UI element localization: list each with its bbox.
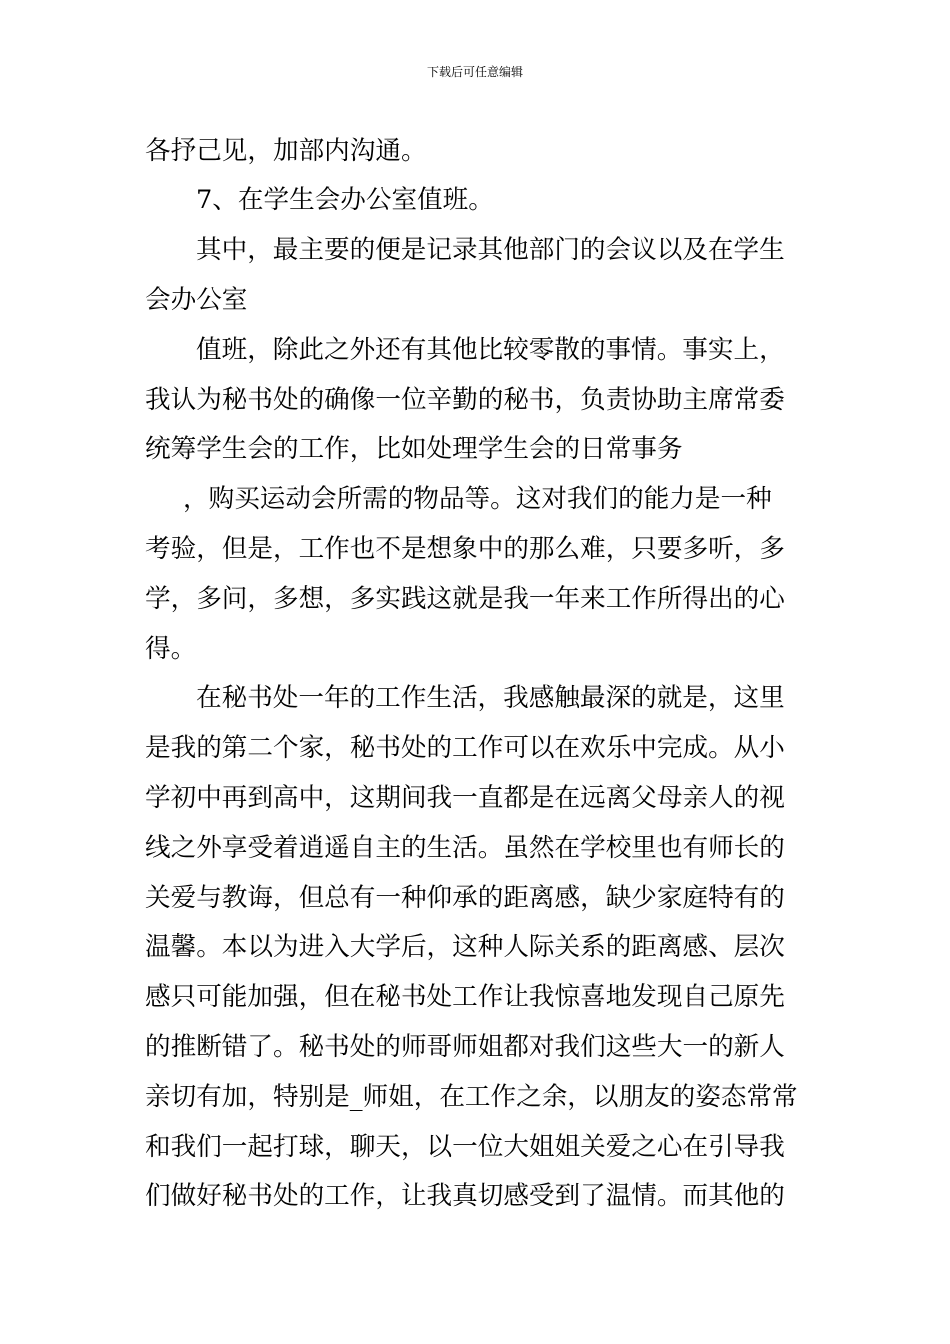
text-line: 在秘书处一年的工作生活，我感触最深的就是，这里	[196, 683, 785, 713]
text-line: 其中，最主要的便是记录其他部门的会议以及在学生	[196, 235, 785, 265]
text-line: 关爱与教诲，但总有一种仰承的距离感，缺少家庭特有的	[145, 883, 785, 913]
text-line: 学初中再到高中，这期间我一直都是在远离父母亲人的视	[145, 783, 785, 813]
text-line: 是我的第二个家，秘书处的工作可以在欢乐中完成。从小	[145, 733, 785, 763]
text-line: 各抒己见，加部内沟通。	[145, 136, 427, 166]
text-line: 温馨。本以为进入大学后，这种人际关系的距离感、层次	[145, 932, 785, 962]
text-line: 得。	[145, 634, 197, 664]
text-line: 和我们一起打球，聊天，以一位大姐姐关爱之心在引导我	[145, 1132, 785, 1162]
text-line: 统筹学生会的工作，比如处理学生会的日常事务	[145, 434, 683, 464]
text-line: 们做好秘书处的工作，让我真切感受到了温情。而其他的	[145, 1181, 785, 1211]
text-line: 我认为秘书处的确像一位辛勤的秘书，负责协助主席常委	[145, 385, 785, 415]
text-line: 考验，但是，工作也不是想象中的那么难，只要多听，多	[145, 534, 785, 564]
page-header: 下载后可任意编辑	[426, 65, 523, 79]
text-line: ，购买运动会所需的物品等。这对我们的能力是一种	[183, 484, 772, 514]
text-line: 学，多问，多想，多实践这就是我一年来工作所得出的心	[145, 584, 785, 614]
text-line: 亲切有加，特别是_师姐，在工作之余，以朋友的姿态常常	[145, 1082, 798, 1112]
text-line: 值班，除此之外还有其他比较零散的事情。事实上，	[196, 335, 785, 365]
text-line: 感只可能加强，但在秘书处工作让我惊喜地发现自己原先	[145, 982, 785, 1012]
text-line: 7、在学生会办公室值班。	[196, 185, 494, 215]
text-line: 会办公室	[145, 285, 248, 315]
text-line: 线之外享受着逍遥自主的生活。虽然在学校里也有师长的	[145, 833, 785, 863]
text-line: 的推断错了。秘书处的师哥师姐都对我们这些大一的新人	[145, 1032, 785, 1062]
